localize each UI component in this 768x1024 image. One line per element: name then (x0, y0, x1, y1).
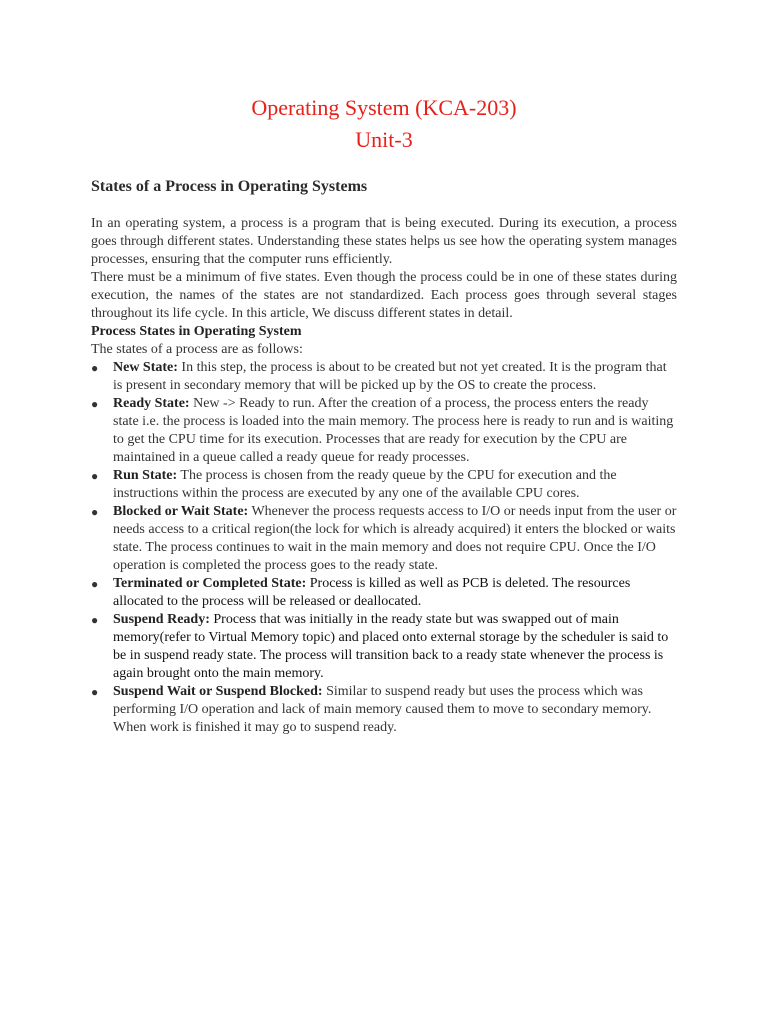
state-term: Ready State: (113, 396, 190, 411)
list-item-ready-state (91, 395, 677, 467)
list-intro: The states of a process are as follows: (91, 342, 303, 357)
state-term: Terminated or Completed State: (113, 576, 307, 591)
process-states-list (91, 359, 677, 737)
bullet-icon: ● (91, 397, 99, 411)
list-item-terminated-state (91, 575, 677, 611)
state-description: Similar to suspend ready but uses the process which was performing I/O operation and lack of main memory caused them to move to secondary memory. When work is finished it may go to suspend ready. (113, 684, 652, 735)
list-item-suspend-blocked (91, 683, 677, 737)
list-item-suspend-ready (91, 611, 677, 683)
bullet-icon: ● (91, 469, 99, 483)
list-item-run-state (91, 467, 677, 503)
bullet-icon: ● (91, 685, 99, 699)
bullet-icon: ● (91, 613, 99, 627)
intro-paragraph-2: There must be a minimum of five states. Even though the process could be in one of these states during execution, the names of the states are not standardized. Each process goes through several stages throughout its life cycle. In this article, We discuss different states in detail. (91, 270, 677, 321)
state-description: Process that was initially in the ready state but was swapped out of main memory(refer to Virtual Memory topic) and placed onto external storage by the scheduler is said to be in suspend ready state. The process will transition back to a ready state whenever the process is again brought onto the main memory. (113, 612, 669, 681)
state-term: Blocked or Wait State: (113, 504, 249, 519)
state-description: Process is killed as well as PCB is deleted. The resources allocated to the process will be released or deallocated. (113, 576, 631, 609)
list-item-new-state (91, 359, 677, 395)
unit-title: Unit-3 (355, 127, 413, 152)
state-description: The process is chosen from the ready queue by the CPU for execution and the instructions within the process are executed by any one of the available CPU cores. (113, 468, 617, 501)
process-states-subheading: Process States in Operating System (91, 324, 302, 339)
list-item-blocked-state (91, 503, 677, 575)
document-body (91, 215, 677, 737)
section-heading: States of a Process in Operating Systems (91, 178, 368, 195)
document-title: Operating System (KCA-203) (251, 95, 517, 120)
state-term: Suspend Ready: (113, 612, 210, 627)
bullet-icon: ● (91, 505, 99, 519)
intro-paragraph-1: In an operating system, a process is a program that is being executed. During its execution, a process goes through different states. Understanding these states helps us see how the operating system manages processes, ensuring that the computer runs efficiently. (91, 216, 677, 267)
bullet-icon: ● (91, 577, 99, 591)
bullet-icon: ● (91, 361, 99, 375)
state-term: Run State: (113, 468, 178, 483)
state-description: Whenever the process requests access to I/O or needs input from the user or needs access to a critical region(the lock for which is already acquired) it enters the blocked or waits state. The process continues to wait in the main memory and does not require CPU. Once the I/O operation is completed the process goes to the ready state. (113, 504, 677, 573)
state-term: New State: (113, 360, 178, 375)
state-term: Suspend Wait or Suspend Blocked: (113, 684, 323, 699)
state-description: In this step, the process is about to be created but not yet created. It is the program that is present in secondary memory that will be picked up by the OS to create the process. (113, 360, 667, 393)
state-description: New -> Ready to run. After the creation of a process, the process enters the ready state i.e. the process is loaded into the main memory. The process here is ready to run and is waiting to get the CPU time for its execution. Processes that are ready for execution by the CPU are maintained in a queue called a ready queue for ready processes. (113, 396, 674, 465)
